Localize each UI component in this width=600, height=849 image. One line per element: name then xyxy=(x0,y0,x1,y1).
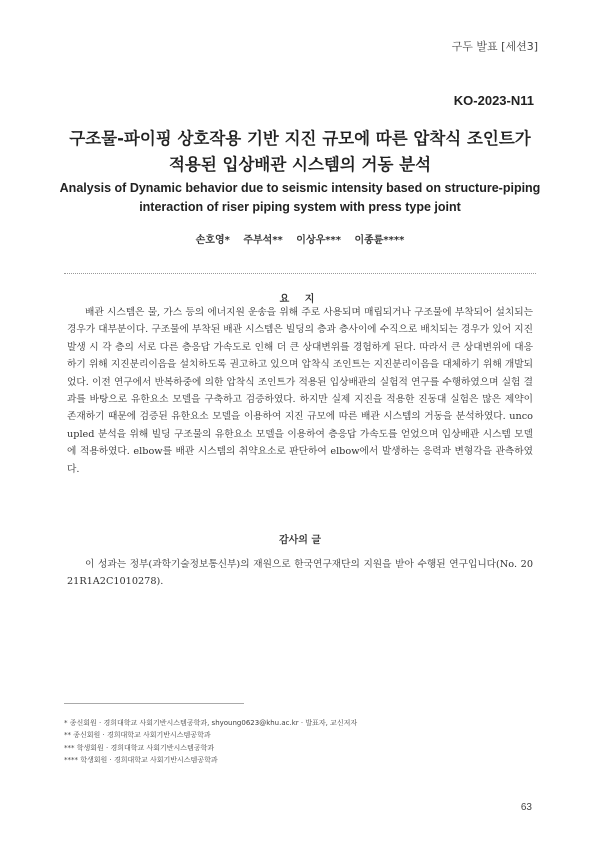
korean-title-line-1: 구조물-파이핑 상호작용 기반 지진 규모에 따른 압착식 조인트가 xyxy=(69,129,531,148)
english-title xyxy=(50,179,550,217)
english-title-line-2: interaction of riser piping system with press type joint xyxy=(139,200,461,214)
abstract-heading: 요 지 xyxy=(279,294,321,305)
footnote-3: *** 학생회원 · 경희대학교 사회기반시스템공학과 xyxy=(64,743,215,752)
abstract-text: 배관 시스템은 물, 가스 등의 에너지원 운송을 위해 주로 사용되며 매립되거나 구조물에 부착되어 설치되는 경우가 대부분이다. 구조물에 부착된 배관 시스템은 빌딩의 층과 층사이에 수직으로 배치되는 경우가 있어 지진 발생 시 각 층의 서로 다른 층응답 가속도로 인해 더 큰 상대변위를 경험하게 된다. 따라서 큰 상대변위에 대응하기 위해 지진분리이음을 설치하도록 권고하고 있으며 압착식 조인트는 지진분리이음을 대체하기 위해 개발되었다. 이전 연구에서 반복하중에 의한 압착식 조인트가 적용된 입상배관의 실험적 연구를 수행하였으며 실험 결과를 바탕으로 유한요소 모델을 구축하고 검증하였다. 하지만 실제 지진을 적용한 진동대 실험은 많은 제약이 존재하기 때문에 검증된 유한요소 모델을 이용하여 지진 규모에 따른 배관 시스템의 거동을 분석하였다. uncoupled 분석을 위해 빌딩 구조물의 유한요소 모델을 이용하여 층응답 가속도를 얻었으며 입상배관 시스템 모델에 적용하였다. elbow를 배관 시스템의 취약요소로 판단하여 elbow에서 발생하는 응력과 변형각을 관측하였다. xyxy=(67,307,533,475)
author-2: 주부석** xyxy=(243,235,283,246)
footnote-rule xyxy=(64,703,244,704)
footnote-2: ** 종신회원 · 경희대학교 사회기반시스템공학과 xyxy=(64,731,211,740)
paper-code: KO-2023-N11 xyxy=(453,93,534,108)
korean-title-line-2: 적용된 입상배관 시스템의 거동 분석 xyxy=(168,155,432,174)
author-4: 이종륜**** xyxy=(354,235,405,246)
footnotes xyxy=(64,717,544,766)
section-divider xyxy=(64,273,536,274)
page-number: 63 xyxy=(520,802,532,813)
acknowledgement-text: 이 성과는 정부(과학기술정보통신부)의 재원으로 한국연구재단의 지원을 받아 수행된 연구입니다(No. 2021R1A2C1010278). xyxy=(67,559,533,588)
korean-title xyxy=(50,126,550,178)
author-3: 이상우*** xyxy=(296,235,341,246)
session-label: 구두 발표 [세션3] xyxy=(451,40,538,53)
author-1: 손호영* xyxy=(195,235,230,246)
author-list xyxy=(50,231,550,246)
footnote-4: **** 학생회원 · 경희대학교 사회기반시스템공학과 xyxy=(64,755,218,764)
footnote-1: * 종신회원 · 경희대학교 사회기반시스템공학과, shyoung0623@khu.ac.kr · 발표자, 교신저자 xyxy=(64,719,358,727)
english-title-line-1: Analysis of Dynamic behavior due to seismic intensity based on structure-piping xyxy=(59,181,541,195)
acknowledgement-heading: 감사의 글 xyxy=(278,535,322,546)
